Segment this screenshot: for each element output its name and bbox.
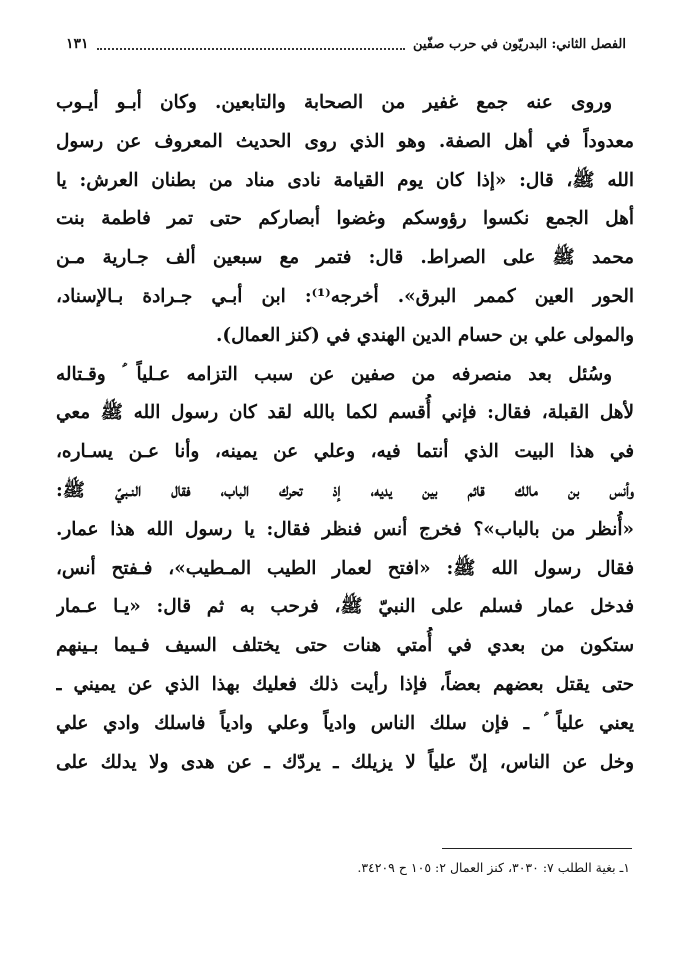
text-line: والمولى علي بن حسام الدين الهندي في (كنز العمال).: [216, 324, 634, 346]
text-line: فدخل عمار فسلم على النبيّ ﷺ، فرحب به ثم قال: «يـا عـمار: [56, 596, 634, 618]
chapter-title: الفصل الثاني: البدريّون في حرب صفّين: [412, 36, 626, 52]
text-line: في هذا البيت الذي أنتما فيه، وعلي عن يمينه، وأنا عـن يسـاره،: [56, 441, 634, 463]
text-line: فقال رسول الله ﷺ: «افتح لعمار الطيب المـطيب»، فـفتح أنس،: [56, 557, 634, 579]
leader-dots: [97, 48, 405, 50]
text-line: لأهل القبلة، فقال: فإني أُقسم لكما بالله لقد كان رسول الله ﷺ معي: [56, 402, 634, 424]
text-line: الله ﷺ، قال: «إذا كان يوم القيامة نادى مناد من بطنان العرش: يا: [56, 169, 634, 191]
text-line: «أُنظر من بالباب»؟ فخرج أنس فنظر فقال: يا رسول الله هذا عمار.: [56, 518, 634, 540]
text-line: يعني علياً ؑ ـ فإن سلك الناس وادياً وعلي وادياً فاسلك وادي علي: [56, 712, 634, 734]
footnote: ١ـ بغية الطلب ٧: ٣٠٣٠، كنز العمال ٢: ١٠٥ ح ٣٤٢٠٩.: [357, 860, 630, 875]
text-line: وسُئل بعد منصرفه من صفين عن سبب التزامه عـلياً ؑ وقـتاله: [56, 363, 612, 385]
text-line: الحور العين كممر البرق». أخرجه⁽¹⁾: ابن أبـي جـرادة بـالإسناد،: [56, 285, 634, 307]
text-line: أهل الجمع نكسوا رؤوسكم وغضوا أبصاركم حتى تمر فاطمة بنت: [56, 208, 634, 230]
body-text: [56, 84, 634, 782]
text-line: وروى عنه جمع غفير من الصحابة والتابعين. وكان أبـو أيـوب: [56, 92, 612, 113]
running-header: [66, 30, 626, 58]
text-line: ستكون من بعدي في أُمتي هنات حتى يختلف السيف فـيما بـينهم: [56, 635, 634, 657]
text-line: وأنس بن مالك قائم بين يديه، إذ تحرك الباب، فقال النـبيّ ﷺ:: [56, 479, 634, 501]
text-line: معدوداً في أهل الصفة. وهو الذي روى الحديث المعروف عن رسول: [56, 130, 634, 152]
text-line: محمد ﷺ على الصراط. قال: فتمر مع سبعين ألف جـارية مـن: [56, 247, 634, 269]
page-number: ١٣١: [66, 36, 89, 52]
text-line: وخل عن الناس، إنّ علياً لا يزيلك ـ يردّك ـ عن هدى ولا يدلك على: [56, 751, 634, 773]
footnote-divider: [442, 848, 632, 849]
text-line: حتى يقتل بعضهم بعضاً، فإذا رأيت ذلك فعليك بهذا الذي عن يميني ـ: [56, 673, 634, 695]
